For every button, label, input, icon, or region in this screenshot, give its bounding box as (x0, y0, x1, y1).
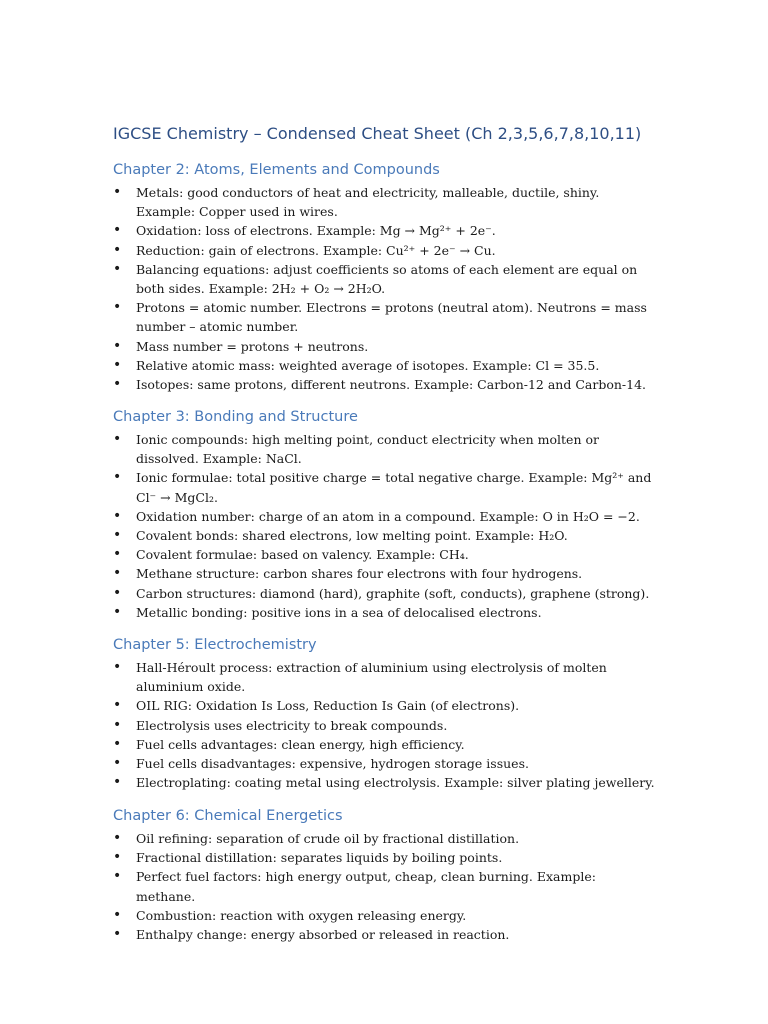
list-item: • OIL RIG: Oxidation Is Loss, Reduction Is Gain (of electrons). (113, 696, 658, 715)
list-item: • Combustion: reaction with oxygen releasing energy. (113, 906, 658, 925)
list-item: • Ionic compounds: high melting point, conduct electricity when molten or dissolved. Example: NaCl. (113, 430, 658, 468)
list-item: • Protons = atomic number. Electrons = protons (neutral atom). Neutrons = mass number – atomic number. (113, 298, 658, 336)
section-heading: Chapter 6: Chemical Energetics (113, 808, 343, 824)
section-chapter-2 (113, 162, 658, 394)
list-item: • Covalent formulae: based on valency. Example: CH₄. (113, 545, 658, 564)
bullet-list (113, 183, 658, 394)
list-item: • Ionic formulae: total positive charge = total negative charge. Example: Mg²⁺ and Cl⁻ → MgCl₂. (113, 468, 658, 506)
bullet-list (113, 658, 658, 792)
list-item: • Isotopes: same protons, different neutrons. Example: Carbon-12 and Carbon-14. (113, 375, 658, 394)
list-item: • Perfect fuel factors: high energy output, cheap, clean burning. Example: methane. (113, 867, 658, 905)
document-title: IGCSE Chemistry – Condensed Cheat Sheet (Ch 2,3,5,6,7,8,10,11) (113, 124, 642, 143)
list-item: • Mass number = protons + neutrons. (113, 337, 658, 356)
section-chapter-5 (113, 637, 658, 792)
list-item: • Hall-Héroult process: extraction of aluminium using electrolysis of molten aluminium oxide. (113, 658, 658, 696)
section-chapter-3 (113, 409, 658, 622)
list-item: • Methane structure: carbon shares four electrons with four hydrogens. (113, 564, 658, 583)
list-item: • Carbon structures: diamond (hard), graphite (soft, conducts), graphene (strong). (113, 584, 658, 603)
list-item: • Metals: good conductors of heat and electricity, malleable, ductile, shiny. Example: Copper used in wires. (113, 183, 658, 221)
section-heading: Chapter 2: Atoms, Elements and Compounds (113, 162, 440, 178)
list-item: • Covalent bonds: shared electrons, low melting point. Example: H₂O. (113, 526, 658, 545)
list-item: • Electrolysis uses electricity to break compounds. (113, 716, 658, 735)
section-heading: Chapter 3: Bonding and Structure (113, 409, 358, 425)
list-item: • Fuel cells disadvantages: expensive, hydrogen storage issues. (113, 754, 658, 773)
list-item: • Electroplating: coating metal using electrolysis. Example: silver plating jewellery. (113, 773, 658, 792)
bullet-list (113, 430, 658, 622)
list-item: • Reduction: gain of electrons. Example: Cu²⁺ + 2e⁻ → Cu. (113, 241, 658, 260)
section-chapter-6 (113, 808, 658, 944)
section-heading: Chapter 5: Electrochemistry (113, 637, 317, 653)
list-item: • Oil refining: separation of crude oil by fractional distillation. (113, 829, 658, 848)
list-item: • Balancing equations: adjust coefficients so atoms of each element are equal on both sides. Example: 2H₂ + O₂ → 2H₂O. (113, 260, 658, 298)
list-item: • Fractional distillation: separates liquids by boiling points. (113, 848, 658, 867)
list-item: • Oxidation: loss of electrons. Example: Mg → Mg²⁺ + 2e⁻. (113, 221, 658, 240)
list-item: • Metallic bonding: positive ions in a sea of delocalised electrons. (113, 603, 658, 622)
bullet-list (113, 829, 658, 944)
list-item: • Enthalpy change: energy absorbed or released in reaction. (113, 925, 658, 944)
list-item: • Fuel cells advantages: clean energy, high efficiency. (113, 735, 658, 754)
list-item: • Oxidation number: charge of an atom in a compound. Example: O in H₂O = −2. (113, 507, 658, 526)
list-item: • Relative atomic mass: weighted average of isotopes. Example: Cl = 35.5. (113, 356, 658, 375)
